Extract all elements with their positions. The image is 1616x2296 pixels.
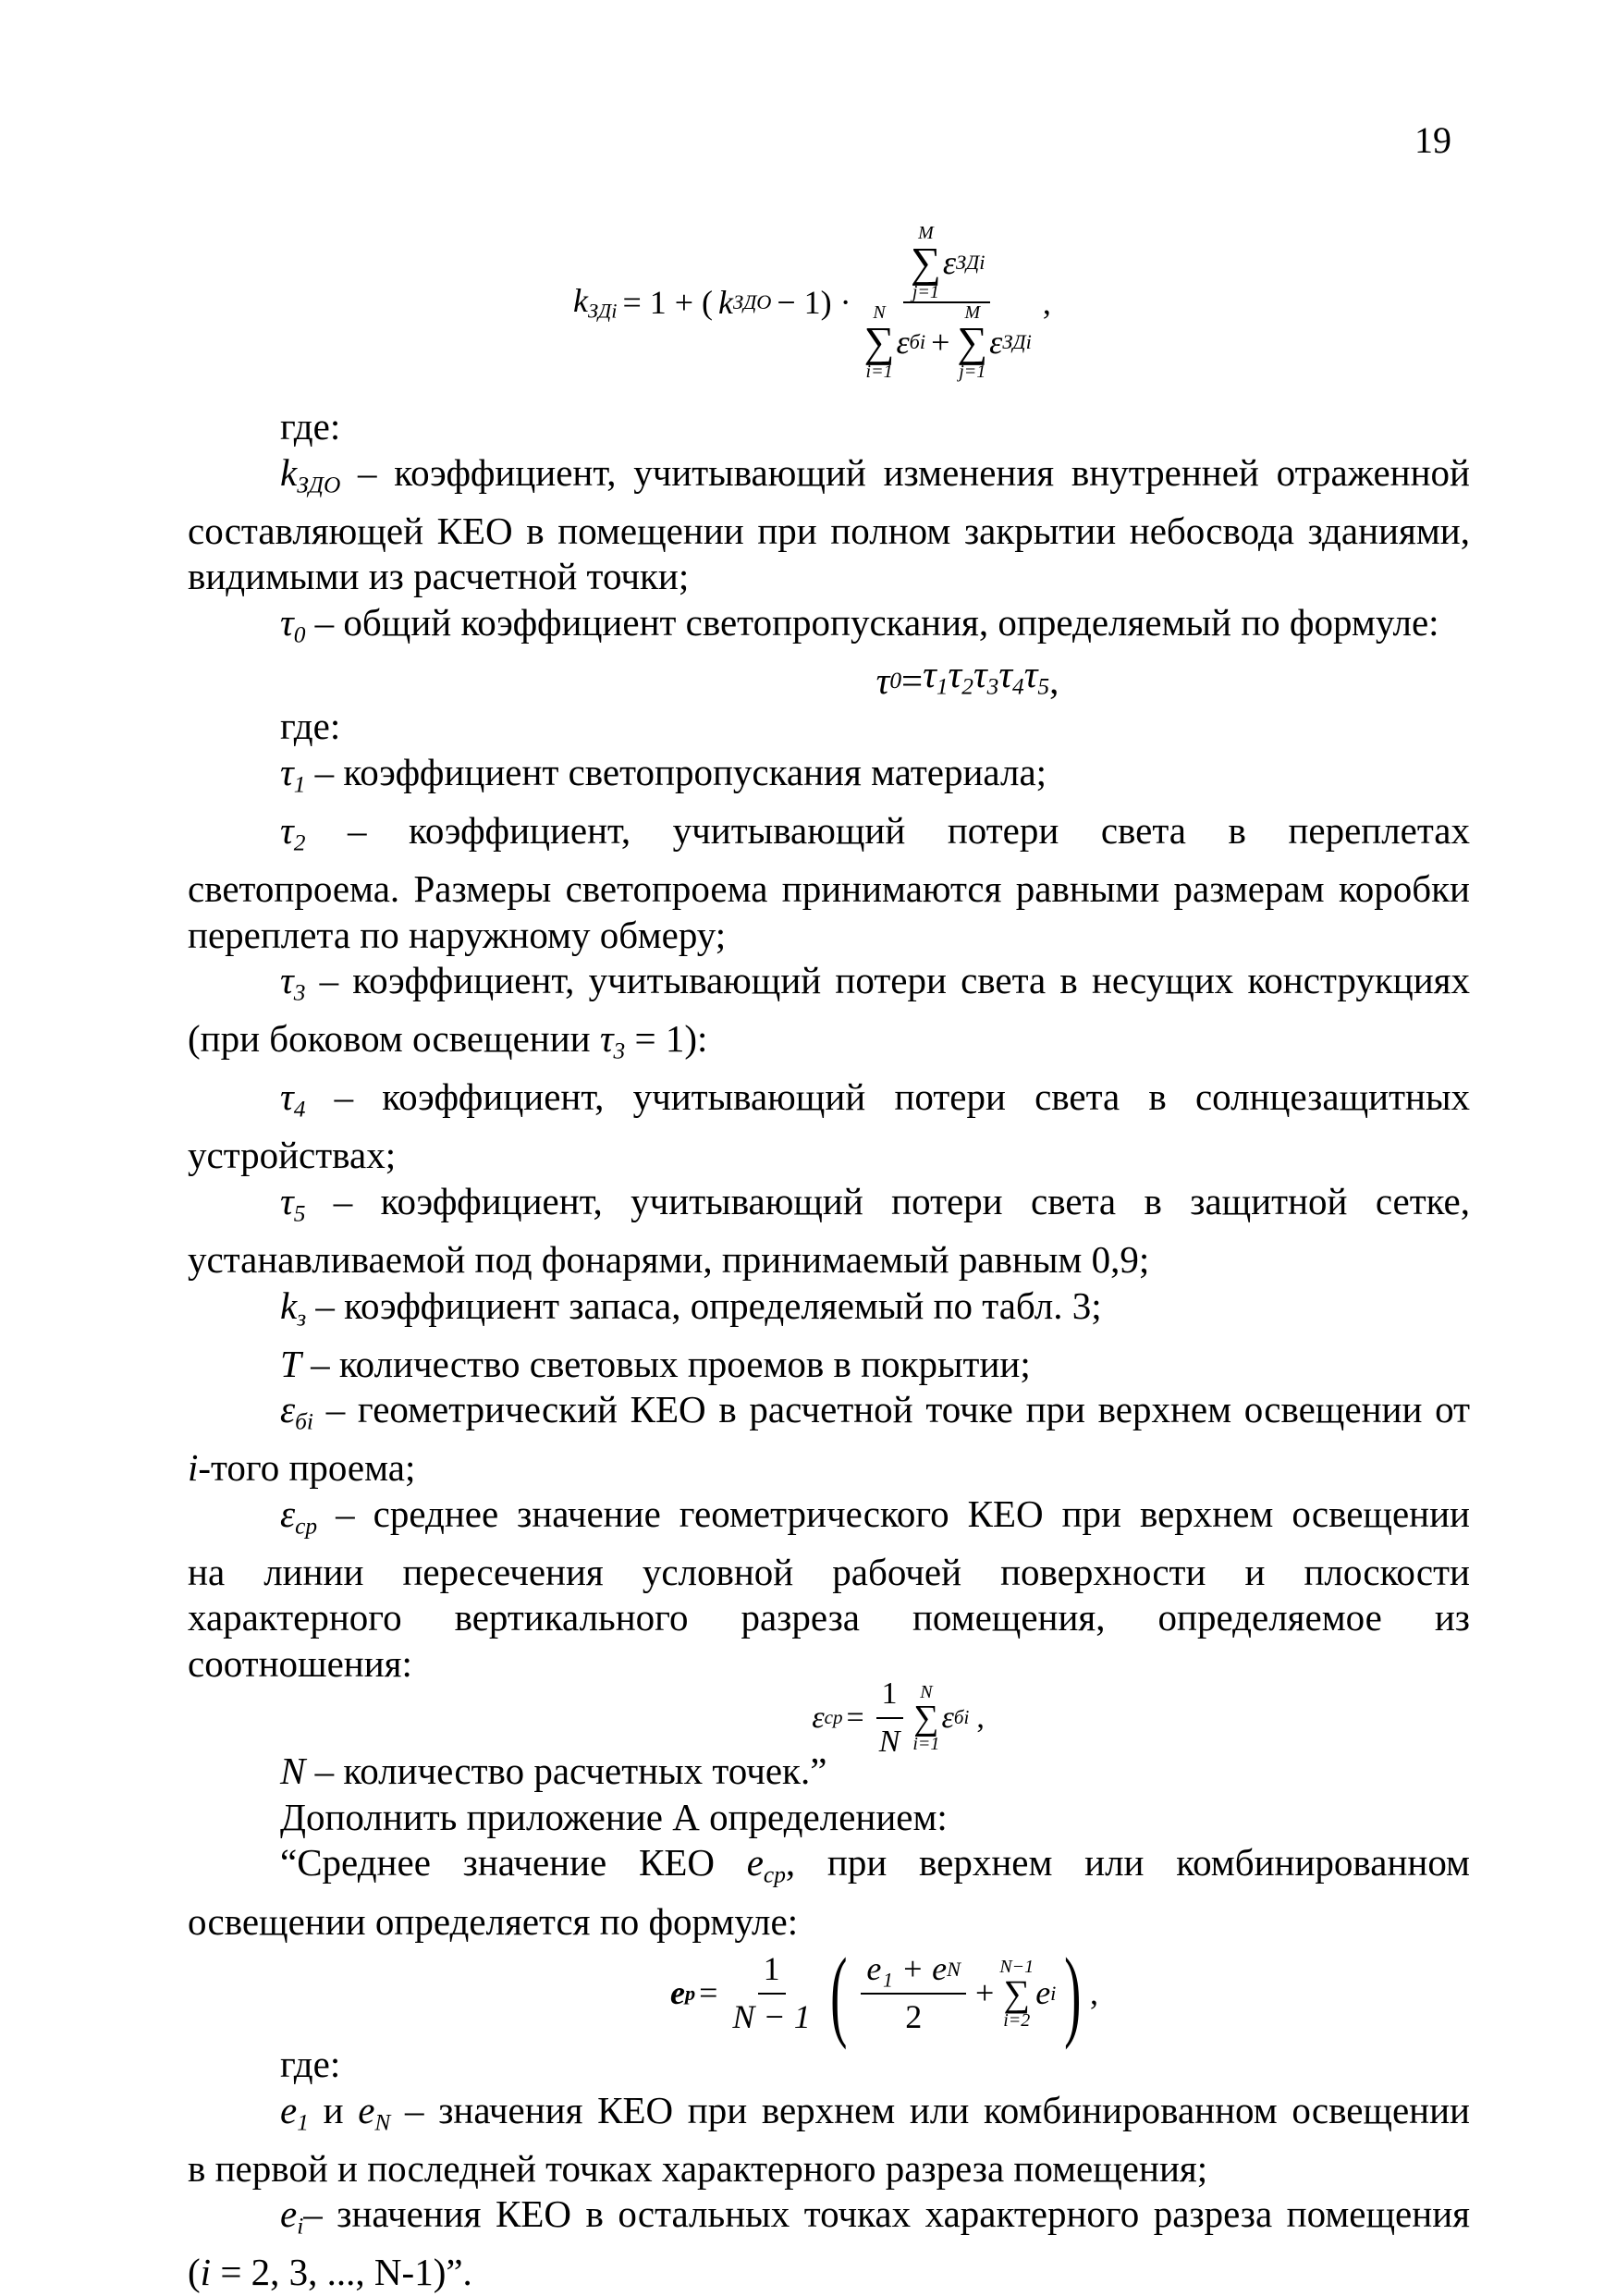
sum-upper: N — [873, 302, 886, 323]
symbol — [599, 1017, 626, 1064]
text-run: в первой и последней точках характерного разреза помещения; — [188, 2146, 1208, 2190]
sub: 0 — [889, 667, 902, 694]
symbol-base: τ — [280, 1075, 294, 1119]
paragraph — [188, 808, 1470, 958]
symbol — [280, 750, 306, 798]
paragraph — [188, 750, 1470, 808]
text-run: – значения КЕО в остальных точках характерного разреза помещения — [303, 2192, 1470, 2236]
text-run: и — [308, 2088, 359, 2131]
sum-lower: i=1 — [912, 1733, 940, 1754]
text-line — [188, 1492, 1470, 1550]
text-run: где: — [280, 2043, 341, 2085]
symbol-subscript: 4 — [293, 1096, 306, 1123]
operator: = 1 + ( — [622, 284, 714, 321]
symbol — [280, 1750, 305, 1792]
paragraph — [188, 404, 1470, 450]
text-run: “Среднее значение КЕО — [280, 1841, 747, 1885]
symbol-subscript: N — [374, 2109, 391, 2136]
sym: τ — [1023, 652, 1038, 695]
formula-ep: e р = $\frac{1}{N - 1}$ ( e₁ + e N 2 + N−1 ∑ i=2 e i ) , — [669, 1936, 1099, 2050]
operator: + — [975, 1973, 995, 2011]
text-line — [188, 509, 1470, 555]
operator: = — [699, 1973, 718, 2011]
text-run: – коэффициент, учитывающий изменения внутренней отраженной — [340, 450, 1470, 494]
text-run: освещении определяется по формуле: — [188, 1899, 799, 1943]
comma: , — [1042, 284, 1051, 321]
symbol — [280, 1492, 318, 1540]
sum-symbol: N−1 ∑ i=2 — [999, 1956, 1034, 2031]
symbol-base: τ — [280, 1179, 294, 1222]
sub: ср — [824, 1706, 843, 1729]
symbol — [280, 1343, 301, 1385]
text-line — [188, 1749, 1470, 1795]
text-line — [188, 1899, 1470, 1946]
text-run: переплета по наружному обмеру; — [188, 913, 727, 956]
symbol-subscript: ЗДО — [297, 472, 341, 498]
sub: бі — [953, 1706, 970, 1729]
text-run: = 2, 3, ..., N-1)”. — [211, 2251, 472, 2294]
text-group — [188, 404, 1470, 658]
symbol-subscript: 5 — [293, 1200, 306, 1227]
operator: + — [931, 323, 950, 361]
sub: ЗДі — [587, 299, 618, 323]
text-line — [188, 1840, 1470, 1898]
sub: 5 — [1037, 673, 1050, 700]
sym: ε — [989, 323, 1003, 361]
numerator: e₁ + e — [866, 1950, 948, 1987]
symbol-base: i — [200, 2251, 212, 2294]
paragraph — [188, 1749, 1470, 1795]
fraction — [874, 1671, 906, 1764]
paragraph — [188, 1074, 1470, 1179]
symbol-subscript: ср — [763, 1862, 786, 1888]
sym: ε — [941, 1701, 954, 1736]
formula-lhs — [573, 281, 617, 324]
numerator: 1 — [876, 1671, 903, 1719]
text-run: – среднее значение геометрического КЕО при верхнем освещении — [317, 1492, 1470, 1535]
text-line — [188, 1387, 1470, 1445]
paragraph — [188, 704, 1470, 750]
symbol-subscript: ср — [295, 1513, 318, 1540]
symbol — [280, 450, 341, 498]
text-run: светопроема. Размеры светопроема принимаются равными размерам коробки — [188, 867, 1470, 910]
sym: e — [1035, 1973, 1051, 2011]
sum-lower: j=1 — [959, 361, 986, 382]
paragraph — [188, 2042, 1470, 2088]
sym: τ — [875, 658, 890, 702]
paragraph — [188, 1840, 1470, 1945]
text-run: характерного вертикального разреза помещения, определяемое из — [188, 1596, 1470, 1639]
paragraph — [188, 1342, 1470, 1388]
symbol-base: T — [280, 1342, 301, 1385]
formula-ecp — [326, 1676, 1470, 1759]
symbol-base: N — [280, 1750, 306, 1793]
text-run: устанавливаемой под фонарями, принимаемый равным 0,9; — [188, 1238, 1150, 1281]
symbol — [201, 2251, 211, 2293]
sub: бі — [909, 329, 926, 353]
text-run: , при верхнем или комбинированном — [785, 1841, 1470, 1885]
comma: , — [1090, 1973, 1099, 2011]
text-line — [188, 600, 1470, 658]
symbol — [280, 2192, 304, 2240]
sub: 2 — [961, 673, 973, 700]
sum-symbol: N ∑ i=1 — [863, 302, 895, 382]
paragraph — [188, 1179, 1470, 1283]
numerator: 1 — [758, 1946, 786, 1995]
text-run: ( — [188, 2251, 201, 2294]
symbol-subscript: 3 — [613, 1037, 626, 1064]
text-run: где: — [280, 705, 341, 748]
text-run: – количество световых проемов в покрытии; — [300, 1342, 1031, 1385]
text-line — [188, 2146, 1470, 2192]
symbol-subscript: 2 — [293, 829, 306, 856]
text-line — [188, 866, 1470, 913]
text-line — [188, 1445, 1470, 1492]
sym: e — [669, 1973, 685, 2011]
symbol — [358, 2088, 391, 2136]
text-line — [188, 1550, 1470, 1596]
text-line — [188, 1795, 1470, 1841]
paragraph — [188, 958, 1470, 1074]
symbol-base: τ — [280, 600, 294, 644]
denominator: N − 1 — [732, 1997, 811, 2035]
sym: τ — [923, 652, 937, 695]
sub: ЗДі — [956, 251, 986, 275]
formula-k-zdi — [573, 205, 1051, 399]
sym: ε — [942, 244, 956, 282]
sum-lower: j=1 — [912, 282, 939, 302]
text-line — [188, 1016, 1470, 1074]
sum-upper: N — [920, 1681, 933, 1702]
symbol — [280, 1388, 313, 1435]
symbol — [280, 1075, 306, 1123]
comma: , — [976, 1701, 985, 1736]
symbol-base: τ — [280, 750, 294, 793]
text-run: – общий коэффициент светопропускания, определяемый по формуле: — [305, 600, 1439, 644]
symbol-subscript: 0 — [293, 621, 306, 648]
symbol-base: e — [280, 2088, 298, 2131]
paragraph — [188, 1492, 1470, 1688]
symbol — [188, 1446, 198, 1489]
paragraph — [188, 1387, 1470, 1492]
comma: , — [1049, 658, 1059, 702]
symbol — [280, 959, 306, 1006]
denominator: 2 — [905, 1997, 923, 2035]
text-line — [188, 704, 1470, 750]
formula-tau0 — [465, 652, 1470, 705]
text-line — [188, 1179, 1470, 1237]
operator: = — [901, 658, 924, 702]
sum-symbol: M ∑ j=1 — [911, 223, 941, 302]
sym: k — [718, 284, 734, 321]
text-run: видимыми из расчетной точки; — [188, 555, 690, 598]
text-run: = 1): — [625, 1017, 708, 1061]
symbol-base: τ — [280, 808, 294, 852]
text-line — [188, 1133, 1470, 1179]
sub: 4 — [1012, 673, 1024, 700]
operator: = — [846, 1701, 864, 1736]
text-line — [188, 2088, 1470, 2146]
text-line — [188, 554, 1470, 600]
text-line — [188, 2042, 1470, 2088]
text-run: составляющей КЕО в помещении при полном закрытии небосвода зданиями, — [188, 509, 1470, 552]
text-run: – геометрический КЕО в расчетной точке при верхнем освещении от — [313, 1388, 1470, 1431]
symbol-base: i — [188, 1446, 199, 1490]
symbol-subscript: з — [297, 1305, 307, 1332]
sum-symbol: N ∑ i=1 — [912, 1681, 940, 1754]
sym: τ — [998, 652, 1013, 695]
text-run: (при боковом освещении — [188, 1017, 600, 1061]
symbol-base: e — [358, 2088, 375, 2131]
sym: ε — [896, 323, 910, 361]
symbol-base: ε — [280, 1388, 296, 1431]
text-run: – коэффициент светопропускания материала; — [305, 750, 1047, 793]
symbol — [280, 1283, 307, 1332]
sub: N — [947, 1958, 961, 1981]
text-line — [188, 1237, 1470, 1283]
text-group — [188, 2042, 1470, 2296]
symbol-subscript: бі — [295, 1408, 313, 1435]
sym: τ — [948, 652, 962, 695]
symbol-base: τ — [599, 1017, 614, 1061]
sub: ЗДО — [733, 290, 772, 313]
text-run: – коэффициент, учитывающий потери света в защитной сетке, — [305, 1179, 1470, 1222]
fraction — [857, 224, 1037, 380]
symbol — [746, 1841, 786, 1888]
paragraph — [188, 450, 1470, 600]
text-run: – значения КЕО при верхнем или комбинированном освещении — [390, 2088, 1470, 2131]
sum-symbol: M ∑ j=1 — [957, 302, 988, 382]
fraction — [727, 1946, 815, 2040]
tau-product — [923, 652, 1049, 710]
denominator: N — [878, 1724, 900, 1759]
text-line — [188, 2192, 1470, 2250]
operator: − 1) · — [777, 284, 851, 321]
sum-upper: M — [918, 223, 934, 244]
text-run: – количество расчетных точек.” — [305, 1750, 827, 1793]
paragraph — [188, 2088, 1470, 2192]
text-line — [188, 1342, 1470, 1388]
sum-lower: i=1 — [865, 361, 893, 382]
sym: k — [573, 282, 588, 320]
text-line — [188, 1283, 1470, 1342]
sub: 3 — [986, 673, 999, 700]
symbol-subscript: 1 — [293, 771, 306, 798]
text-group — [188, 704, 1470, 1687]
paragraph — [188, 600, 1470, 658]
text-line — [188, 404, 1470, 450]
text-line — [188, 1641, 1470, 1688]
text-run: на линии пересечения условной рабочей поверхности и плоскости — [188, 1550, 1470, 1593]
symbol-base: ε — [280, 1492, 296, 1535]
symbol-base: k — [280, 1283, 298, 1327]
symbol-subscript: 3 — [293, 979, 306, 1006]
text-run: – коэффициент, учитывающий потери света в переплетах — [305, 808, 1470, 852]
symbol-base: e — [280, 2192, 298, 2236]
text-run: – коэффициент, учитывающий потери света в солнцезащитных — [305, 1075, 1470, 1119]
text-line — [188, 750, 1470, 808]
text-group — [188, 1749, 1470, 1945]
text-run: – коэффициент, учитывающий потери света в несущих конструкциях — [305, 959, 1470, 1001]
text-run: соотношения: — [188, 1641, 412, 1685]
sub: р — [684, 1981, 696, 2005]
text-line — [188, 450, 1470, 509]
symbol — [280, 600, 306, 648]
sym: τ — [973, 652, 987, 695]
symbol-base: k — [280, 450, 298, 494]
paragraph — [188, 1283, 1470, 1342]
symbol-subscript: i — [297, 2213, 304, 2240]
text-run: – коэффициент запаса, определяемый по табл. 3; — [306, 1283, 1102, 1327]
symbol — [280, 1179, 306, 1227]
text-line — [188, 808, 1470, 866]
text-line — [188, 2250, 1470, 2296]
text-run: устройствах; — [188, 1134, 397, 1177]
text-line — [188, 1595, 1470, 1641]
sum-lower: i=2 — [1003, 2009, 1031, 2031]
sum-upper: N−1 — [999, 1956, 1034, 1977]
text-line — [188, 958, 1470, 1016]
paragraph — [188, 1795, 1470, 1841]
fraction — [861, 1946, 966, 2040]
symbol — [280, 2088, 309, 2136]
text-line — [188, 1074, 1470, 1133]
text-run: Дополнить приложение А определением: — [280, 1795, 948, 1838]
symbol-base: e — [746, 1841, 764, 1885]
text-run: где: — [280, 405, 341, 448]
sub: i — [1050, 1981, 1057, 2005]
page-number: 19 — [1414, 119, 1451, 161]
text-run: -того проема; — [198, 1446, 416, 1490]
symbol-subscript: 1 — [297, 2109, 309, 2136]
symbol — [280, 808, 306, 856]
sym: ε — [812, 1701, 825, 1736]
text-line — [188, 913, 1470, 959]
sum-upper: M — [964, 302, 981, 323]
body-text — [188, 404, 1470, 2296]
symbol-base: τ — [280, 959, 294, 1001]
paragraph — [188, 2192, 1470, 2296]
sub: ЗДі — [1002, 329, 1032, 353]
sub: 1 — [936, 673, 949, 700]
